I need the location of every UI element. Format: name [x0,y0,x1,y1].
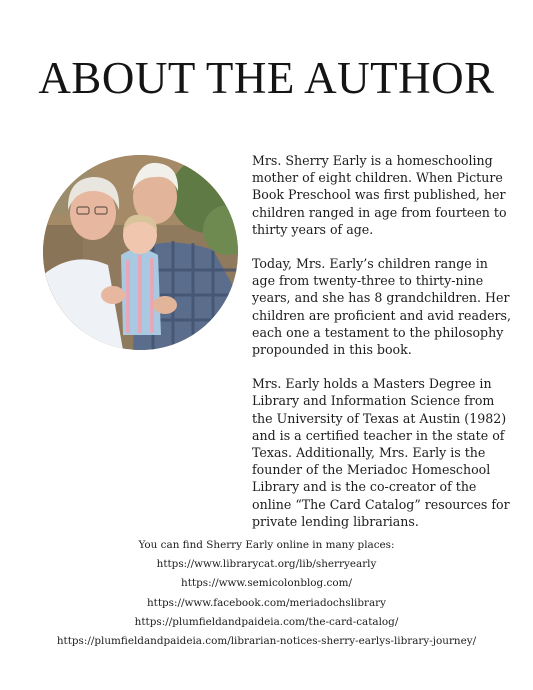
bio-paragraph: Today, Mrs. Early’s children range in age from twenty-three to thirty-nine years, and she has 8 grandchildren. Her children are proficient and avid readers, each one a testament to the philosophy propounded in this book. [252,256,512,358]
page-title: ABOUT THE AUTHOR [38,53,495,103]
link-card-catalog[interactable]: https://plumfieldandpaideia.com/the-card-catalog/ [134,615,399,628]
link-semicolon-blog[interactable]: https://www.semicolonblog.com/ [181,577,352,590]
author-bio [252,152,514,547]
online-links [0,536,533,651]
link-librarycat[interactable]: https://www.librarycat.org/lib/sherryearly [156,558,377,571]
link-facebook[interactable]: https://www.facebook.com/meriadochslibrary [146,596,386,609]
link-library-journey[interactable]: https://plumfieldandpaideia.com/librarian-notices-sherry-earlys-library-journey/ [56,635,477,648]
bio-paragraph: Mrs. Sherry Early is a homeschooling mother of eight children. When Picture Book Preschool was first published, her children ranged in age from fourteen to thirty years of age. [252,153,507,237]
bio-paragraph: Mrs. Early holds a Masters Degree in Library and Information Science from the University of Texas at Austin (1982) and is a certified teacher in the state of Texas. Additionally, Mrs. Early is the founder of the Meriadoc Homeschool Library and is the co-creator of the online “The Card Catalog” resources for private lending librarians. [252,376,510,529]
author-photo [43,155,238,350]
online-intro: You can find Sherry Early online in many places: [138,539,395,551]
